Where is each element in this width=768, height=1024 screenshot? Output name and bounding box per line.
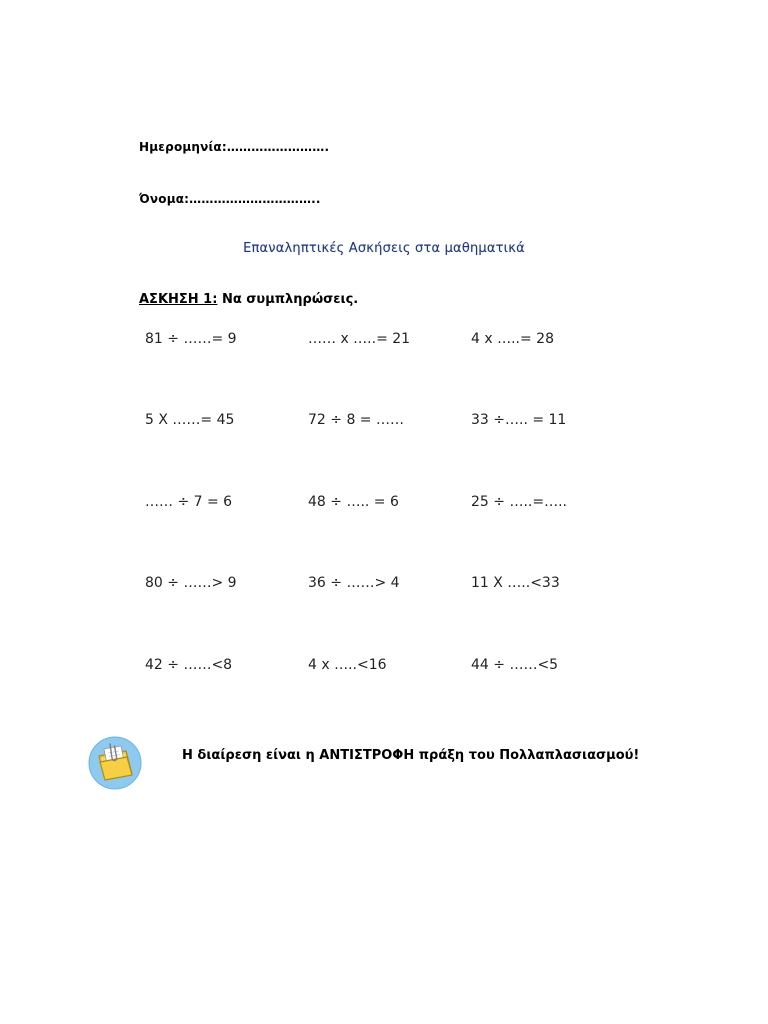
exercise-instruction: Να συμπληρώσεις. — [221, 292, 359, 307]
exercise-item: 48 ÷ ….. = 6 — [308, 494, 399, 510]
name-field: Όνομα:………………………….. — [139, 192, 321, 206]
exercise-row — [145, 331, 605, 351]
reminder-note: Η διαίρεση είναι η ΑΝΤΙΣΤΡΟΦΗ πράξη του Πολλαπλασιασμού! — [182, 748, 640, 763]
exercise-label: ΑΣΚΗΣΗ 1: — [139, 292, 218, 307]
exercise-item: 11 X …..<33 — [471, 575, 560, 591]
exercise-item: 33 ÷….. = 11 — [471, 412, 567, 428]
exercise-item: …… x …..= 21 — [308, 331, 411, 347]
exercise-item: 25 ÷ …..=….. — [471, 494, 567, 510]
worksheet-title: Επαναληπτικές Ασκήσεις στα μαθηματικά — [243, 241, 525, 256]
exercise-item: 81 ÷ ……= 9 — [145, 331, 237, 347]
exercise-item: 42 ÷ ……<8 — [145, 657, 233, 673]
exercise-row — [145, 657, 605, 677]
exercise-item: 36 ÷ ……> 4 — [308, 575, 400, 591]
clipboard-note-icon — [88, 736, 142, 790]
exercise-item: 72 ÷ 8 = …… — [308, 412, 404, 428]
exercise-row — [145, 412, 605, 432]
exercise-item: …… ÷ 7 = 6 — [145, 494, 233, 510]
exercise-row — [145, 575, 605, 595]
exercise-item: 4 x …..<16 — [308, 657, 387, 673]
exercise-item: 44 ÷ ……<5 — [471, 657, 559, 673]
exercise-heading — [139, 292, 358, 307]
exercise-item: 4 x …..= 28 — [471, 331, 554, 347]
date-field: Ημερομηνία:……………………. — [139, 140, 330, 154]
exercise-row — [145, 494, 605, 514]
exercise-item: 80 ÷ ……> 9 — [145, 575, 237, 591]
exercise-item: 5 X ……= 45 — [145, 412, 235, 428]
